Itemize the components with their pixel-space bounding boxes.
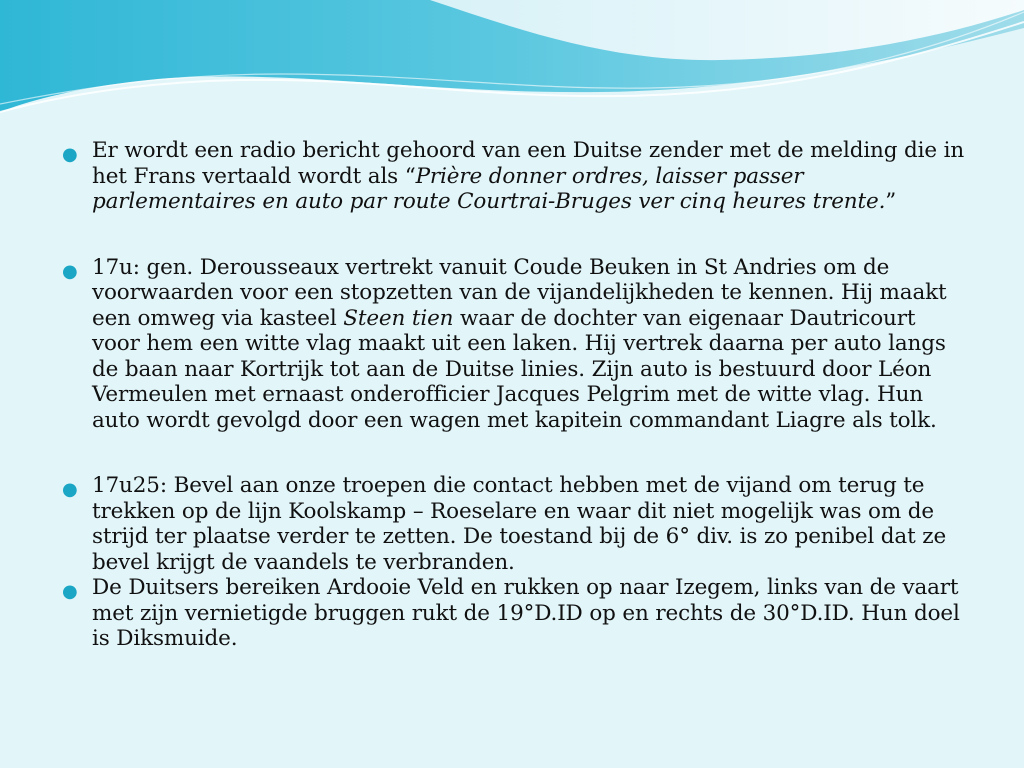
bullet-text: De Duitsers bereiken Ardooie Veld en rukken op naar Izegem, links van de vaart met zijn vernietigde bruggen rukt de 19°D.ID op en rechts de 30°D.ID. Hun doel is Diksmuide. — [92, 575, 960, 651]
bullet-item-17u — [60, 255, 965, 434]
bullet-item-radio-message — [60, 138, 965, 215]
bullet-dot-icon: ● — [62, 144, 78, 165]
bullet-dot-icon: ● — [62, 479, 78, 500]
bullet-text: Er wordt een radio bericht gehoord van een Duitse zender met de melding die in het Frans vertaald wordt als “ — [92, 138, 965, 189]
bullet-text: 17u: gen. Derousseaux vertrekt vanuit Coude Beuken in St Andries om de voorwaarden voor een stopzetten van de vijandelijkheden te kennen. Hij maakt een omweg via kasteel — [92, 254, 947, 331]
bullet-dot-icon: ● — [62, 581, 78, 602]
header-wave-decoration — [0, 0, 1024, 120]
bullet-dot-icon: ● — [62, 260, 78, 282]
bullet-italic-place: Steen tien — [343, 305, 454, 331]
bullet-item-duitsers — [60, 575, 965, 652]
bullet-text: ” — [885, 189, 897, 214]
bullet-item-17u25 — [60, 473, 965, 575]
bullet-italic-quote: Prière donner ordres, laisser passer parlementaires en auto par route Courtrai-Bruges ver cinq heures trente. — [92, 163, 886, 214]
bullet-text: 17u25: Bevel aan onze troepen die contact hebben met de vijand om terug te trekken op de lijn Koolskamp – Roeselare en waar dit niet mogelijk was om de strijd ter plaatse verder te zetten. De toestand bij de 6° div. is zo penibel dat ze bevel krijgt de vaandels te verbranden. — [92, 473, 947, 575]
bullet-text: waar de dochter van eigenaar Dautricourt voor hem een witte vlag maakt uit een laken. Hij vertrek daarna per auto langs de baan naar Kortrijk tot aan de Duitse linies. Zijn auto is bestuurd door Léon Vermeulen met ernaast onderofficier Jacques Pelgrim met de witte vlag. Hun auto wordt gevolgd door een wagen met kapitein commandant Liagre als tolk. — [92, 305, 946, 433]
bullet-list — [60, 138, 965, 652]
